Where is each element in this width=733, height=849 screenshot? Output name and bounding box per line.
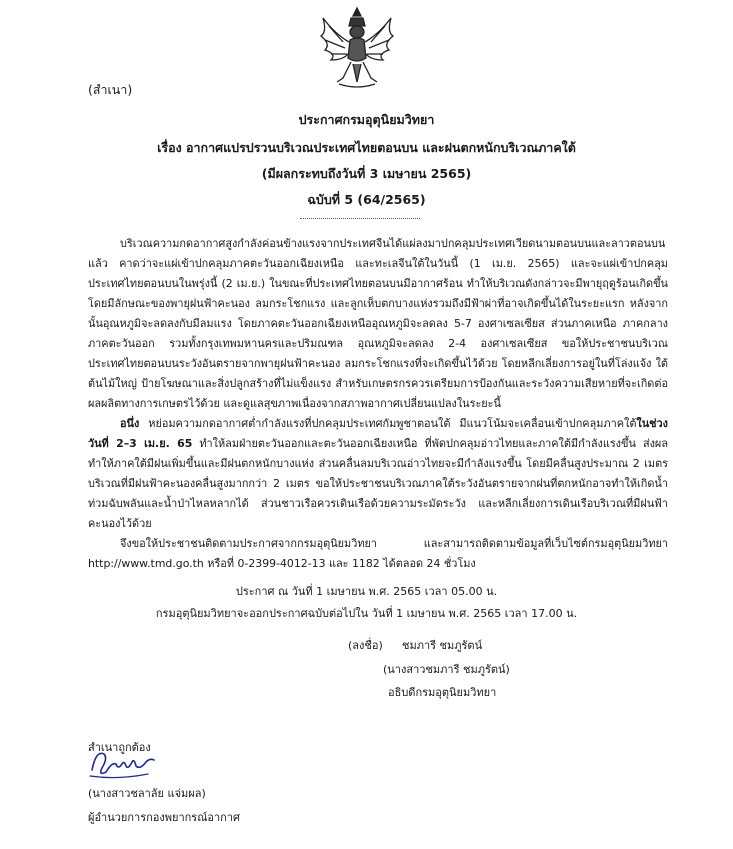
effective-date: (มีผลกระทบถึงวันที่ 3 เมษายน 2565) [261, 166, 472, 181]
paragraph-2 [88, 414, 668, 534]
certifier-title: ผู้อำนวยการกองพยากรณ์อากาศ [88, 811, 241, 824]
handwritten-signature-icon [88, 740, 158, 782]
paragraph-2-period: ในช่วงวันที่ 2–3 เม.ย. 65 [88, 417, 668, 450]
certified-copy-label: สำเนาถูกต้อง [88, 741, 151, 754]
next-issue-datetime: กรมอุตุนิยมวิทยาจะออกประกาศฉบับต่อไปใน วันที่ 1 เมษายน พ.ศ. 2565 เวลา 17.00 น. [155, 607, 578, 620]
garuda-emblem-icon [313, 6, 401, 90]
announced-datetime: ประกาศ ณ วันที่ 1 เมษายน พ.ศ. 2565 เวลา 05.00 น. [235, 585, 498, 598]
signatory-full-name: (นางสาวชมภารี ชมภูรัตน์) [383, 663, 510, 676]
signature-name: ชมภารี ชมภูรัตน์ [402, 639, 483, 652]
issue-number: ฉบับที่ 5 (64/2565) [307, 192, 426, 207]
divider [300, 218, 420, 219]
certifier-name: (นางสาวชลาลัย แจ่มผล) [88, 787, 206, 800]
paragraph-3: จึงขอให้ประชาชนติดตามประกาศจากกรมอุตุนิยมวิทยา และสามารถติดตามข้อมูลที่เว็บไซต์กรมอุตุนิยมวิทยา http://www.tmd.go.th หรือที่ 0-2399-4012-13 และ 1182 ได้ตลอด 24 ชั่วโมง [88, 537, 668, 570]
announcement-body [88, 234, 668, 574]
paragraph-1: บริเวณความกดอากาศสูงกำลังค่อนข้างแรงจากประเทศจีนได้แผ่ลงมาปกคลุมประเทศเวียดนามตอนบนและลาวตอนบนแล้ว คาดว่าจะแผ่เข้าปกคลุมภาคตะวันออกเฉียงเหนือ และทะเลจีนใต้ในวันนี้ (1 เม.ย. 2565) และจะแผ่เข้าปกคลุมประเทศไทยตอนบนในพรุ่งนี้ (2 เม.ย.) ในขณะที่ประเทศไทยตอนบนมีอากาศร้อน ทำให้บริเวณดังกล่าวจะมีพายุฤดูร้อนเกิดขึ้น โดยมีลักษณะของพายุฝนฟ้าคะนอง ลมกระโชกแรง และลูกเห็บตกบางแห่งรวมถึงมีฟ้าผ่าที่อาจเกิดขึ้นได้ในระยะแรก หลังจากนั้นอุณหภูมิจะลดลงกับมีลมแรง โดยภาคตะวันออกเฉียงเหนืออุณหภูมิจะลดลง 5-7 องศาเซลเซียส ส่วนภาคเหนือ ภาคกลาง ภาคตะวันออก รวมทั้งกรุงเทพมหานครและปริมณฑล อุณหภูมิจะลดลง 2-4 องศาเซลเซียส ขอให้ประชาชนบริเวณประเทศไทยตอนบนระวังอันตรายจากพายุฝนฟ้าคะนอง ลมกระโชกแรงที่จะเกิดขึ้นไว้ด้วย โดยหลีกเลี่ยงการอยู่ในที่โล่งแจ้ง ใต้ต้นไม้ใหญ่ ป้ายโฆษณาและสิ่งปลูกสร้างที่ไม่แข็งแรง สำหรับเกษตรกรควรเตรียมการป้องกันและระวังความเสียหายที่จะเกิดต่อผลผลิตทางการเกษตรไว้ด้วย และดูแลสุขภาพเนื่องจากสภาพอากาศเปลี่ยนแปลงในระยะนี้ [88, 237, 669, 410]
copy-label: (สำเนา) [88, 82, 133, 97]
announcement-heading: ประกาศกรมอุตุนิยมวิทยา [298, 112, 435, 127]
paragraph-2-text-a: หย่อมความกดอากาศต่ำกำลังแรงที่ปกคลุมประเทศกัมพูชาตอนใต้ มีแนวโน้มจะเคลื่อนเข้าปกคลุมภาคใต้ [139, 417, 637, 430]
paragraph-2-lead: อนึ่ง [120, 417, 140, 430]
announcement-subject: เรื่อง อากาศแปรปรวนบริเวณประเทศไทยตอนบน และฝนตกหนักบริเวณภาคใต้ [157, 140, 576, 155]
signatory-title: อธิบดีกรมอุตุนิยมวิทยา [388, 686, 497, 699]
paragraph-2-text-b: ทำให้ลมฝ่ายตะวันออกและตะวันออกเฉียงเหนือ ที่พัดปกคลุมอ่าวไทยและภาคใต้มีกำลังแรงขึ้น ส่งผลทำให้ภาคใต้มีฝนเพิ่มขึ้นและมีฝนตกหนักบางแห่ง ส่วนคลื่นลมบริเวณอ่าวไทยจะมีกำลังแรงขึ้น โดยมีคลื่นสูงประมาณ 2 เมตร บริเวณที่มีฝนฟ้าคะนองคลื่นสูงมากกว่า 2 เมตร ขอให้ประชาชนบริเวณภาคใต้ระวังอันตรายจากฝนที่ตกหนักอาจทำให้เกิดน้ำท่วมฉับพลันและน้ำป่าไหลหลากได้ ส่วนชาวเรือควรเดินเรือด้วยความระมัดระวัง และหลีกเลี่ยงการเดินเรือบริเวณที่มีฝนฟ้าคะนองไว้ด้วย [88, 437, 668, 530]
signature-prefix: (ลงชื่อ) [348, 639, 383, 652]
